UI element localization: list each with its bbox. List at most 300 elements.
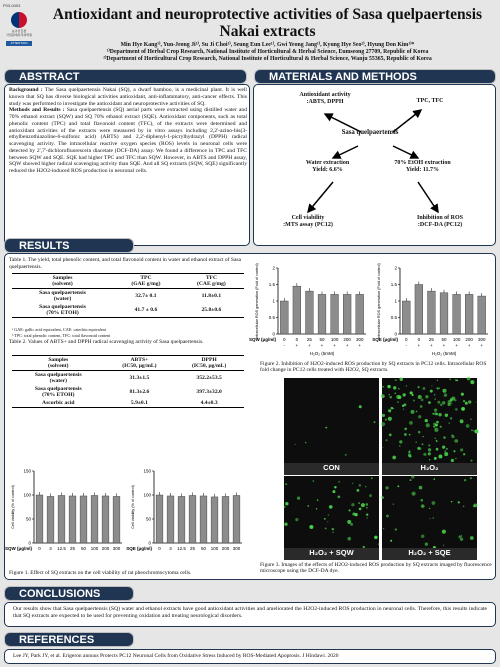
fluorescent-cell [334,486,336,488]
fluorescent-cell [383,528,384,529]
fluorescent-cell [327,521,328,522]
x-tick-label: 0 [158,546,161,551]
bar [318,294,326,334]
mm-ros: Inhibition of ROS :DCF-DA (PC12) [416,215,464,228]
results-heading: RESULTS [4,238,134,253]
fluorescent-cell [418,395,422,399]
fluorescent-cell [467,377,471,381]
fluorescent-cell [416,411,418,413]
h2o2-sign: + [320,343,324,348]
fig1-caption: Figure 1. Effect of SQ extracts on the cell viability of rat pheochromocytoma cells. [9,570,192,576]
fluorescent-cell [395,528,397,530]
fluorescent-cell [295,518,298,521]
fluorescent-cell [329,505,333,509]
fluorescent-cell [423,436,424,437]
bar [428,291,436,334]
fluorescent-cell [388,417,392,421]
h2o2-sign: + [480,343,484,348]
y-axis-label: Cell viability (% of control) [11,485,15,529]
fluorescent-cell [352,483,353,484]
fluorescent-cell [420,499,423,502]
x-tick-label: 0 [405,337,408,342]
y-tick-label: 0.5 [268,315,275,320]
x-tick-label: 25 [189,546,196,551]
fluorescent-cell [451,501,453,503]
mm-water: Water extraction Yield: 6.6% [305,160,350,173]
mm-antioxidant: Antioxidant activity :ABTS, DPPH [299,92,351,105]
logo-badge: ATTENTION [6,41,32,46]
conclusions-panel [4,602,496,627]
fluorescent-cell [378,543,379,544]
y-tick-label: 2 [394,265,397,271]
bar [102,496,109,543]
affiliation-2: ²⁾Department of Horticultural Crop Research, National Institute of Horticultural & Herbal Science, Wanju 55365, Republic of Korea [103,56,432,62]
fluorescent-cell [428,401,431,404]
fluorescent-cell [382,414,385,417]
y-tick-label: 0 [272,331,275,337]
bar [356,294,364,334]
x-tick-label: 12.5 [57,546,66,551]
fluorescent-cell [433,425,435,427]
fluorescent-cell [400,378,403,381]
fluorescent-cell [443,436,445,438]
x-tick-label: 100 [452,337,461,342]
fluorescent-cell [442,389,446,393]
x-tick-label: 100 [210,546,219,551]
fluorescent-cell [418,431,421,434]
mm-center: Sasa quelpaertensis [341,129,399,136]
fluorescent-cell [410,479,412,481]
references-panel [4,649,496,664]
fluorescent-cell [475,402,476,403]
fluorescent-cell [385,439,387,441]
x-tick-label: 25 [69,546,76,551]
h2o2-sign: + [308,343,311,348]
bar [478,296,486,334]
fluorescent-cell [453,450,455,452]
fluorescent-cell [395,379,397,381]
fluorescent-cell [393,408,394,409]
fluorescent-cell [285,502,288,505]
x-tick-label: 0 [38,546,41,551]
x-tick-label: 200 [101,546,110,551]
fluorescent-cell [463,506,464,507]
y-tick-label: 1.5 [390,282,397,287]
fluorescent-cell [444,450,446,452]
fluorescent-cell [307,505,309,507]
fluorescent-cell [387,385,390,388]
fluorescent-cell [369,494,372,497]
fluorescent-cell [408,451,410,453]
fluorescent-cell [436,421,439,424]
fluorescent-cell [382,447,383,448]
fluorescent-cell [398,388,399,389]
fluorescent-cell [317,499,319,501]
fluorescent-cell [409,434,411,436]
fluorescent-cell [473,430,475,432]
bar [280,301,288,334]
x-tick-label: 50 [80,546,87,551]
fluorescent-cell [421,534,425,538]
fluorescent-cell [418,415,421,418]
fluorescent-cell [358,502,360,504]
fluorescent-cell [297,496,300,499]
fluorescent-cell [388,409,391,412]
author-list: Min Hye Kang¹⁾, Yun-Jeong Ji¹⁾, Su Ji Choi¹⁾, Seung Eun Lee¹⁾, Gwi Yeong Jang¹⁾, Kyung Hye Seo²⁾, Hyung Don Kim¹⁾* [120,42,415,48]
fluorescent-cell [313,480,315,482]
fluorescent-cell [367,517,368,518]
fluorescent-cell [374,536,378,540]
fluorescent-cell [429,508,430,509]
fluorescent-cell [366,507,367,508]
micro-con-image [284,378,379,463]
fluorescent-cell [435,438,436,439]
fluorescent-cell [432,501,436,505]
fluorescent-cell [447,403,450,406]
fluorescent-cell [332,490,335,493]
fluorescent-cell [434,394,435,395]
micro-h2o2-sqe-image [382,476,477,548]
h2o2-sign: - [283,343,286,348]
fig2-chart-sqw [249,262,370,360]
fluorescent-cell [436,448,439,451]
table-row: Sasa quelpaertensis (70% ETOH) 81.3±2.6 397.3±32.0 [34,386,222,398]
fluorescent-cell [451,435,454,438]
fluorescent-cell [460,448,463,451]
bar [69,496,76,543]
fluorescent-cell [416,442,417,443]
bar [233,495,240,543]
x-tick-label: 3 [169,546,172,551]
fluorescent-cell [396,395,400,399]
x-tick-label: 25 [306,337,312,342]
fluorescent-cell [455,379,457,381]
fluorescent-cell [428,448,431,451]
fluorescent-cell [449,378,451,380]
y-axis-label: Intracellular ROS generation (Fold of control) [255,263,259,339]
x-tick-label: 300 [112,546,121,551]
fluorescent-cell [466,424,470,428]
fluorescent-cell [413,399,415,401]
fluorescent-cell [426,423,430,427]
x-tick-label: 3 [49,546,52,551]
fluorescent-cell [442,401,445,404]
fluorescent-cell [382,386,384,388]
fluorescent-cell [410,391,413,394]
bar [178,496,185,543]
table1-header: TFC (CAE g/mg) [179,274,244,289]
poster-id: P03-0403 [3,3,21,8]
bar [113,496,120,543]
fluorescent-cell [408,454,411,457]
fluorescent-cell [393,503,394,504]
y-tick-label: 150 [143,468,151,474]
y-tick-label: 0 [28,540,31,546]
fluorescent-cell [449,423,450,424]
fig1-chart-sqw [5,465,126,563]
y-axis-label: Cell viability (% of control) [131,485,135,529]
fluorescent-cell [430,390,433,393]
h2o2-sign: + [345,343,349,348]
y-tick-label: 50 [145,516,151,522]
h2o2-sign: + [333,343,336,348]
y-tick-label: 1 [394,298,397,304]
logo-text: 농촌진흥청 국립원예특작과학원 [5,29,33,37]
fluorescent-cell [324,518,326,520]
x-tick-label: 100 [90,546,99,551]
y-tick-label: 0 [148,540,151,546]
bar [331,294,339,334]
abstract-text: Background : The Sasa quelpaertensis Nakai (SQ), a dwarf bamboo, is a medicinal plant. It is well known that SQ has diverse biological activities antioxidant, anti-inflammatory, anti-cancer effects. This study was performed to investigate the antioxidant and neuroprotective activities of SQ. Methods and Results : Sasa quelpaertensis (SQ) aerial parts were extracted using distilled water and 70% ethanol extract (SQW) and SQ 70% ethanol extract (SQE). Antioxidant components, such as total phenolic content (TPC) and total flavonoid content (TFC), of the extracts were determined and antioxidant activities of the extracts were measured by in vitro assays including 2,2'-azino-bis(3-ethylbenzothiazoline-6-sulfonic acid) (ABTS) and 2,2'-diphenyl-1-picrylhydrazyl (DPPH) radical scavenging activity. The intracellular reactive oxygen species (ROS) levels in neuronal cells were detected by 2',7'-dichlorofluorescein diacetate (DCF-DA) assay. We found a difference in TPC and TFC between SQW and SQE. SQE had higher TPC and TFC than SQW. However, in ABTS and DPPH assay, SQW showed higher radical scavenging activity than SQE. And all SQ extracts (SQW, SQE) significantly reduced the H2O2-induced ROS production in neuronal cells. [9,87,247,174]
table2 [12,355,244,408]
fluorescent-cell [374,421,376,423]
fluorescent-cell [431,385,432,386]
fluorescent-cell [434,408,437,411]
fluorescent-cell [429,518,430,519]
micro-label: H₂O₂ + SQE [382,548,477,560]
fluorescent-cell [357,489,360,492]
fluorescent-cell [460,538,463,541]
mm-tpc-tfc: TPC, TFC [416,98,444,104]
fluorescent-cell [458,501,460,503]
bar [440,293,448,334]
bar [156,495,163,543]
fluorescent-cell [428,452,431,455]
fluorescent-cell [437,387,439,389]
fluorescent-cell [420,405,423,408]
conclusions-heading: CONCLUSIONS [4,586,134,601]
bar [211,497,218,543]
x-row-label-2: H₂O₂ (5mM) [431,351,457,356]
x-tick-label: 50 [319,337,325,342]
fluorescent-cell [385,486,388,489]
fluorescent-cell [419,486,423,490]
y-tick-label: 1 [272,298,275,304]
fluorescent-cell [432,517,433,518]
fluorescent-cell [402,404,404,406]
table-row: Ascorbic acid 5.9±0.1 4.4±0.3 [12,399,244,408]
fluorescent-cell [474,503,478,507]
fluorescent-cell [325,427,327,429]
fluorescent-cell [434,398,436,400]
fluorescent-cell [328,514,330,516]
x-row-label: SQW (μg/ml) [5,546,32,551]
x-tick-label: 100 [330,337,339,342]
x-row-label: SQE (μg/ml) [126,546,152,551]
reference-item: Lee JY, Park JY, et al. Erigeron annuus Protects PC12 Neuronal Cells from Oxidative Stress Induced by ROS-Mediated Apoptosis. J Hindawi. 2020 [13,653,339,659]
table2-caption: Table 2. Values of ABTS+ and DPPH radical scavenging activity of Sasa quelpaertensis. [9,339,204,345]
fluorescent-cell [397,401,399,403]
fluorescent-cell [389,434,392,437]
fluorescent-cell [475,429,479,433]
fluorescent-cell [399,440,402,443]
fluorescent-cell [409,421,413,425]
bar [91,495,98,543]
table-row: Sasa quelpaertensis (70% ETOH) 41.7 ± 0.6 25.8±0.6 [12,303,244,318]
fluorescent-cell [434,428,438,432]
fluorescent-cell [470,536,474,540]
fluorescent-cell [332,528,334,530]
fluorescent-cell [460,419,464,423]
micro-label: H₂O₂ + SQW [284,548,379,560]
fluorescent-cell [393,386,396,389]
x-tick-label: 200 [465,337,473,342]
fluorescent-cell [403,393,406,396]
table1-header: Samples (solvent) [12,274,113,289]
fluorescent-cell [411,475,414,478]
h2o2-sign: + [417,343,421,348]
bar [465,294,473,334]
micro-h2o2-sqw-image [284,476,379,548]
h2o2-sign: + [358,343,362,348]
bar [58,495,65,543]
fluorescent-cell [386,515,389,518]
fluorescent-cell [406,385,407,386]
fluorescent-cell [443,545,444,546]
x-tick-label: 50 [441,337,447,342]
table1-footnote-1: ᵃ GAE: gallic acid equivalent, CAE: catechin equivalent [12,327,106,332]
bar [80,496,87,543]
fluorescent-cell [440,403,443,406]
micro-label: CON [284,463,379,475]
fig1-chart-sqe [128,465,246,563]
fluorescent-cell [428,444,430,446]
mm-viability: Cell viability :MTS assay (PC12) [283,215,333,228]
fluorescent-cell [461,407,465,411]
table2-header: DPPH (IC50, μg/mL) [174,356,244,371]
fluorescent-cell [451,459,454,462]
fluorescent-cell [404,433,407,436]
methods-heading: MATERIALS AND METHODS [254,69,496,84]
fluorescent-cell [345,454,347,456]
taegeuk-icon [11,12,27,28]
fluorescent-cell [429,459,430,460]
x-tick-label: 0 [283,337,286,342]
fluorescent-cell [284,506,286,508]
fluorescent-cell [421,504,425,508]
fluorescent-cell [434,457,437,460]
fluorescent-cell [444,452,448,456]
x-tick-label: 200 [343,337,351,342]
fluorescent-cell [394,392,396,394]
fluorescent-cell [432,413,434,415]
fluorescent-cell [325,528,327,530]
fluorescent-cell [455,458,456,459]
bar [293,286,301,334]
fluorescent-cell [433,478,435,480]
fluorescent-cell [366,513,368,515]
bar [189,495,196,543]
bar [36,495,43,543]
fluorescent-cell [422,443,424,445]
x-tick-label: 12.5 [177,546,186,551]
x-tick-label: 300 [355,337,364,342]
fluorescent-cell [381,422,385,426]
h2o2-sign: + [430,343,433,348]
h2o2-sign: + [455,343,458,348]
fluorescent-cell [442,446,445,449]
h2o2-sign: + [442,343,446,348]
bar [167,496,174,543]
fluorescent-cell [438,413,441,416]
fluorescent-cell [442,530,446,534]
x-tick-label: 200 [221,546,230,551]
bar [343,294,351,334]
fluorescent-cell [371,477,373,479]
x-tick-label: 25 [428,337,434,342]
fluorescent-cell [444,393,447,396]
fluorescent-cell [410,410,414,414]
fluorescent-cell [417,386,419,388]
fluorescent-cell [338,495,341,498]
bar [200,496,207,543]
fluorescent-cell [412,492,416,496]
fluorescent-cell [338,481,340,483]
fluorescent-cell [421,399,424,402]
poster-title: Antioxidant and neuroprotective activities of Sasa quelpaertensis Nakai extracts [52,6,483,40]
bar [453,294,461,334]
fluorescent-cell [354,513,357,516]
h2o2-sign: - [405,343,408,348]
fluorescent-cell [433,423,436,426]
fluorescent-cell [417,447,420,450]
fluorescent-cell [359,405,362,408]
fluorescent-cell [437,380,438,381]
references-heading: REFERENCES [4,632,134,647]
micro-h2o2-image [382,378,477,463]
fluorescent-cell [422,387,425,390]
fluorescent-cell [359,508,362,511]
x-row-label-2: H₂O₂ (5mM) [309,351,335,356]
fluorescent-cell [470,380,474,384]
fluorescent-cell [347,537,351,541]
fluorescent-cell [470,418,472,420]
fluorescent-cell [436,440,437,441]
fluorescent-cell [461,393,464,396]
fluorescent-cell [284,523,287,526]
fluorescent-cell [455,408,458,411]
fluorescent-cell [305,442,307,444]
fluorescent-cell [316,508,317,509]
authors-block [40,42,495,63]
fluorescent-cell [437,401,440,404]
table1-caption: Table 1. The yield, total phenolic content, and total flavonoid content in water and ethanol extract of Sasa quelpaertensis. [9,257,241,270]
fluorescent-cell [439,388,440,389]
fluorescent-cell [361,503,365,507]
fluorescent-cell [423,453,426,456]
fluorescent-cell [450,417,452,419]
fluorescent-cell [425,543,428,546]
fluorescent-cell [390,540,392,542]
fluorescent-cell [468,400,471,403]
y-tick-label: 150 [23,468,31,474]
y-tick-label: 50 [25,516,31,522]
h2o2-sign: + [467,343,471,348]
fluorescent-cell [425,419,428,422]
fluorescent-cell [438,455,442,459]
affiliation-1: ¹⁾Department of Herbal Crop Research, National Institute of Horticultural & Herbal Science, Eumseong 27709, Republic of Korea [106,49,429,55]
fluorescent-cell [350,523,353,526]
bar [415,285,423,335]
bar [402,301,410,334]
abstract-heading: ABSTRACT [4,69,247,84]
fluorescent-cell [399,445,401,447]
fluorescent-cell [295,444,296,445]
fluorescent-cell [412,394,414,396]
fluorescent-cell [446,448,448,450]
y-axis-label: Intracellular ROS generation (Fold of control) [377,263,381,339]
x-row-label: SQW (μg/ml) [249,337,276,342]
